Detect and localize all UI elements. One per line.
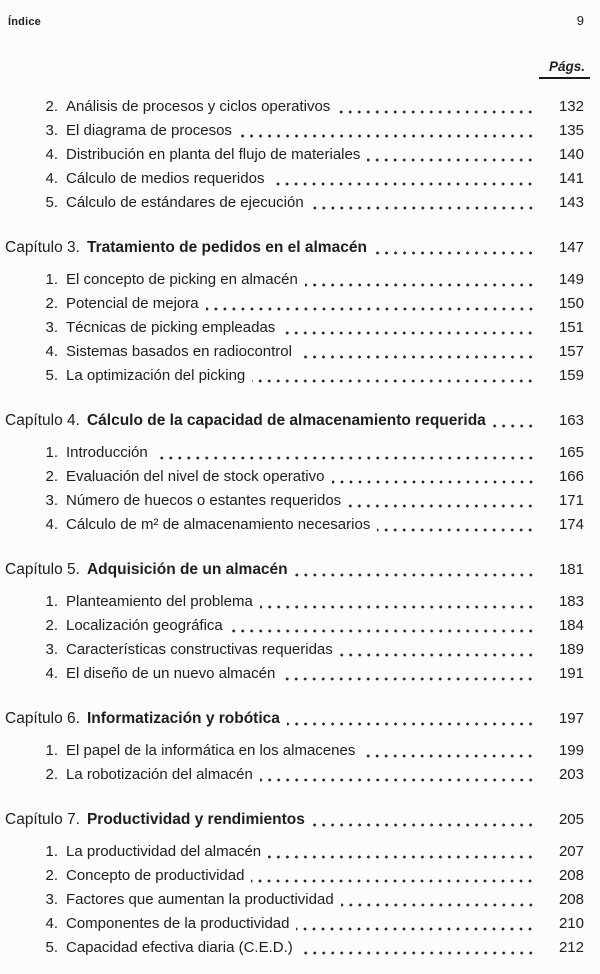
toc-item-row — [5, 739, 584, 763]
chapter-page-ref: 147 — [558, 239, 584, 256]
toc-item-row — [5, 590, 584, 614]
item-page-ref: 191 — [558, 665, 584, 682]
toc-item-row — [5, 119, 584, 143]
toc-item-row — [5, 513, 584, 537]
item-number: 3. — [45, 319, 58, 336]
toc-chapter-row — [5, 409, 584, 433]
toc-item-row — [5, 292, 584, 316]
toc-chapter-row — [5, 808, 584, 832]
chapter-page-ref: 181 — [558, 561, 584, 578]
toc-item-row — [5, 316, 584, 340]
chapter-label: Capítulo 6. — [5, 710, 80, 727]
item-page-ref: 166 — [558, 468, 584, 485]
item-title: Introducción — [66, 444, 148, 461]
chapter-page-ref: 205 — [558, 811, 584, 828]
item-page-ref: 203 — [558, 766, 584, 783]
chapter-label: Capítulo 7. — [5, 811, 80, 828]
toc-item-row — [5, 441, 584, 465]
item-title: La optimización del picking — [66, 367, 246, 384]
dot-leader — [374, 251, 535, 255]
dot-leader — [296, 927, 535, 931]
item-page-ref: 212 — [558, 939, 584, 956]
item-page-ref: 141 — [558, 170, 584, 187]
item-number: 2. — [45, 98, 58, 115]
item-number: 1. — [45, 444, 58, 461]
toc-chapter-row — [5, 236, 584, 260]
dot-leader — [337, 110, 535, 114]
folio-page-number: 9 — [576, 13, 584, 28]
dot-leader — [252, 379, 535, 383]
item-title: Planteamiento del problema — [66, 593, 253, 610]
chapter-title: Tratamiento de pedidos en el almacén — [86, 239, 367, 256]
toc-item-row — [5, 465, 584, 489]
item-page-ref: 171 — [558, 492, 584, 509]
chapter-label: Capítulo 4. — [5, 412, 80, 429]
toc-item-row — [5, 912, 584, 936]
dot-leader — [311, 206, 535, 210]
dot-leader — [299, 355, 535, 359]
item-title: Cálculo de medios requeridos — [66, 170, 265, 187]
item-page-ref: 210 — [558, 915, 584, 932]
column-header-pags: Págs. — [539, 59, 590, 79]
dot-leader — [155, 456, 535, 460]
item-page-ref: 151 — [558, 319, 584, 336]
item-title: Cálculo de estándares de ejecución — [66, 194, 304, 211]
item-page-ref: 132 — [558, 98, 584, 115]
dot-leader — [206, 307, 535, 311]
dot-leader — [312, 823, 535, 827]
dot-leader — [341, 903, 535, 907]
page-header — [0, 0, 600, 28]
item-number: 2. — [45, 617, 58, 634]
item-page-ref: 140 — [558, 146, 584, 163]
item-number: 1. — [45, 593, 58, 610]
table-of-contents — [0, 95, 600, 960]
chapter-label: Capítulo 3. — [5, 239, 80, 256]
chapter-page-ref: 197 — [558, 710, 584, 727]
item-page-ref: 157 — [558, 343, 584, 360]
item-number: 4. — [45, 665, 58, 682]
dot-leader — [377, 528, 535, 532]
item-title: Análisis de procesos y ciclos operativos — [66, 98, 331, 115]
item-number: 5. — [45, 939, 58, 956]
item-title: La robotización del almacén — [66, 766, 253, 783]
chapter-title: Cálculo de la capacidad de almacenamiento requerida — [86, 412, 486, 429]
item-page-ref: 150 — [558, 295, 584, 312]
item-number: 1. — [45, 843, 58, 860]
item-page-ref: 183 — [558, 593, 584, 610]
chapter-label: Capítulo 5. — [5, 561, 80, 578]
dot-leader — [260, 605, 535, 609]
item-title: Número de huecos o estantes requeridos — [66, 492, 342, 509]
dot-leader — [271, 182, 535, 186]
item-title: Potencial de mejora — [66, 295, 199, 312]
item-page-ref: 189 — [558, 641, 584, 658]
item-title: El papel de la informática en los almacenes — [66, 742, 356, 759]
item-title: El diagrama de procesos — [66, 122, 232, 139]
dot-leader — [295, 573, 535, 577]
toc-item-row — [5, 191, 584, 215]
toc-item-row — [5, 763, 584, 787]
item-title: El concepto de picking en almacén — [66, 271, 298, 288]
item-number: 4. — [45, 146, 58, 163]
chapter-title: Productividad y rendimientos — [86, 811, 305, 828]
toc-item-row — [5, 864, 584, 888]
dot-leader — [340, 653, 535, 657]
toc-chapter-row — [5, 558, 584, 582]
item-title: La productividad del almacén — [66, 843, 262, 860]
item-title: Sistemas basados en radiocontrol — [66, 343, 292, 360]
item-number: 1. — [45, 271, 58, 288]
toc-item-row — [5, 340, 584, 364]
chapter-page-ref: 163 — [558, 412, 584, 429]
dot-leader — [268, 855, 535, 859]
item-page-ref: 143 — [558, 194, 584, 211]
toc-item-row — [5, 167, 584, 191]
item-number: 3. — [45, 891, 58, 908]
item-number: 2. — [45, 295, 58, 312]
item-title: El diseño de un nuevo almacén — [66, 665, 276, 682]
toc-item-row — [5, 614, 584, 638]
item-page-ref: 184 — [558, 617, 584, 634]
item-number: 4. — [45, 170, 58, 187]
toc-item-row — [5, 489, 584, 513]
item-title: Componentes de la productividad — [66, 915, 290, 932]
item-number: 4. — [45, 516, 58, 533]
item-number: 4. — [45, 915, 58, 932]
item-title: Factores que aumentan la productividad — [66, 891, 334, 908]
item-page-ref: 208 — [558, 891, 584, 908]
toc-item-row — [5, 143, 584, 167]
chapter-title: Adquisición de un almacén — [86, 561, 288, 578]
item-number: 3. — [45, 122, 58, 139]
dot-leader — [362, 754, 535, 758]
toc-item-row — [5, 268, 584, 292]
item-title: Técnicas de picking empleadas — [66, 319, 276, 336]
toc-chapter-row — [5, 707, 584, 731]
dot-leader — [287, 722, 535, 726]
dot-leader — [260, 778, 535, 782]
item-number: 3. — [45, 492, 58, 509]
chapter-title: Informatización y robótica — [86, 710, 280, 727]
item-number: 4. — [45, 343, 58, 360]
item-number: 2. — [45, 766, 58, 783]
toc-item-row — [5, 888, 584, 912]
dot-leader — [282, 331, 535, 335]
item-page-ref: 174 — [558, 516, 584, 533]
item-title: Cálculo de m² de almacenamiento necesarios — [66, 516, 371, 533]
dot-leader — [367, 158, 535, 162]
dot-leader — [282, 677, 535, 681]
item-title: Distribución en planta del flujo de materiales — [66, 146, 361, 163]
dot-leader — [300, 951, 535, 955]
dot-leader — [348, 504, 535, 508]
item-page-ref: 208 — [558, 867, 584, 884]
column-header-line — [0, 58, 590, 79]
toc-item-row — [5, 936, 584, 960]
dot-leader — [230, 629, 535, 633]
item-page-ref: 165 — [558, 444, 584, 461]
running-header: Índice — [8, 16, 41, 28]
item-page-ref: 159 — [558, 367, 584, 384]
item-title: Concepto de productividad — [66, 867, 245, 884]
toc-item-row — [5, 364, 584, 388]
toc-item-row — [5, 638, 584, 662]
item-number: 2. — [45, 867, 58, 884]
item-title: Capacidad efectiva diaria (C.E.D.) — [66, 939, 293, 956]
dot-leader — [305, 283, 535, 287]
item-page-ref: 149 — [558, 271, 584, 288]
item-number: 5. — [45, 367, 58, 384]
toc-item-row — [5, 840, 584, 864]
toc-item-row — [5, 662, 584, 686]
dot-leader — [493, 424, 535, 428]
item-title: Localización geográfica — [66, 617, 223, 634]
dot-leader — [239, 134, 535, 138]
item-page-ref: 199 — [558, 742, 584, 759]
dot-leader — [332, 480, 536, 484]
item-number: 2. — [45, 468, 58, 485]
item-number: 5. — [45, 194, 58, 211]
item-number: 3. — [45, 641, 58, 658]
item-page-ref: 135 — [558, 122, 584, 139]
item-page-ref: 207 — [558, 843, 584, 860]
item-number: 1. — [45, 742, 58, 759]
item-title: Características constructivas requeridas — [66, 641, 333, 658]
dot-leader — [251, 879, 535, 883]
item-title: Evaluación del nivel de stock operativo — [66, 468, 325, 485]
toc-item-row — [5, 95, 584, 119]
